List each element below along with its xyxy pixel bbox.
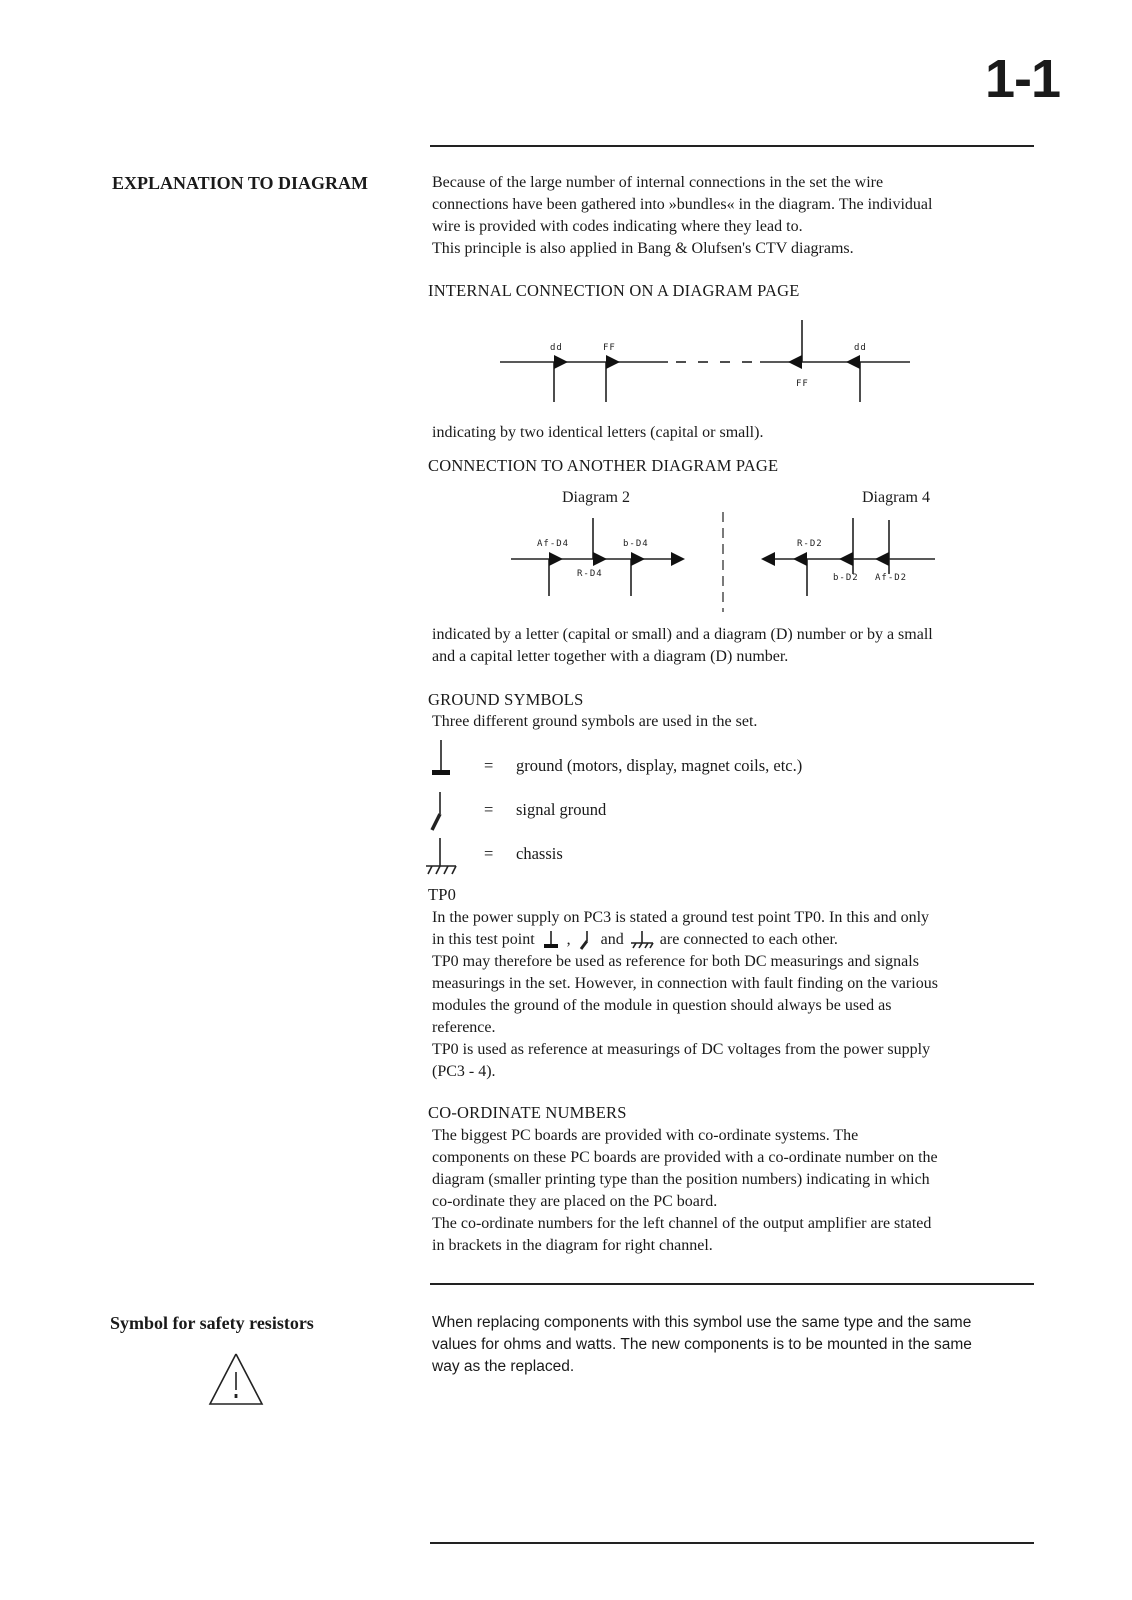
another-page-title: CONNECTION TO ANOTHER DIAGRAM PAGE xyxy=(428,456,779,475)
tp0-line2-post: are connected to each other. xyxy=(659,931,838,948)
label-r-d2: R-D2 xyxy=(797,539,823,549)
tp0-paragraph xyxy=(432,907,1042,1083)
coordinate-title: CO-ORDINATE NUMBERS xyxy=(428,1103,627,1122)
intro-line: Because of the large number of internal connections in the set the wire xyxy=(432,174,884,191)
tp0-line: reference. xyxy=(432,1019,496,1036)
coordinate-line: components on these PC boards are provided with a co-ordinate number on the xyxy=(432,1149,938,1166)
label-b-d4: b-D4 xyxy=(623,539,649,549)
tp0-line: measurings in the set. However, in connection with fault finding on the various xyxy=(432,975,938,992)
coordinate-line: in brackets in the diagram for right channel. xyxy=(432,1237,713,1254)
signal-ground-label: signal ground xyxy=(516,800,607,819)
safety-line: values for ohms and watts. The new components is to be mounted in the same xyxy=(432,1336,972,1353)
another-caption-line: and a capital letter together with a diagram (D) number. xyxy=(432,648,789,665)
coordinate-line: co-ordinate they are placed on the PC board. xyxy=(432,1193,718,1210)
another-caption-line: indicated by a letter (capital or small) and a diagram (D) number or by a small xyxy=(432,626,933,643)
page-number: 1-1 xyxy=(985,49,1061,109)
intro-line: connections have been gathered into »bundles« in the diagram. The individual xyxy=(432,196,933,213)
chassis-label: chassis xyxy=(516,844,563,863)
label-b-d2: b-D2 xyxy=(833,573,859,583)
middle-divider xyxy=(430,1283,1034,1285)
label-ff-top: FF xyxy=(603,343,616,353)
label-dd-right: dd xyxy=(854,343,867,353)
tp0-comma: , xyxy=(566,931,571,948)
signal-ground-equals: = xyxy=(484,800,494,819)
intro-paragraph xyxy=(432,172,1042,260)
tp0-line: (PC3 - 4). xyxy=(432,1063,496,1080)
tp0-line: modules the ground of the module in question should always be used as xyxy=(432,997,892,1014)
top-divider xyxy=(430,145,1034,147)
tp0-line: TP0 is used as reference at measurings of DC voltages from the power supply xyxy=(432,1041,931,1058)
warning-triangle-icon xyxy=(206,1350,266,1408)
label-af-d4: Af-D4 xyxy=(537,539,570,549)
tp0-line: TP0 may therefore be used as reference for both DC measurings and signals xyxy=(432,953,919,970)
signal-ground-icon xyxy=(426,790,456,834)
chassis-equals: = xyxy=(484,844,494,863)
internal-connection-diagram xyxy=(490,318,930,408)
intro-line: wire is provided with codes indicating where they lead to. xyxy=(432,218,803,235)
coordinate-paragraph xyxy=(432,1125,1042,1257)
another-caption xyxy=(432,624,1042,668)
ground-equals: = xyxy=(484,756,494,775)
internal-connection-title: INTERNAL CONNECTION ON A DIAGRAM PAGE xyxy=(428,281,800,300)
intro-line: This principle is also applied in Bang & Olufsen's CTV diagrams. xyxy=(432,240,854,257)
coordinate-line: The co-ordinate numbers for the left channel of the output amplifier are stated xyxy=(432,1215,932,1232)
label-ff-bottom: FF xyxy=(796,379,809,389)
safety-paragraph xyxy=(432,1312,1042,1378)
tp0-line-with-icons xyxy=(432,929,1042,951)
coordinate-line: The biggest PC boards are provided with co-ordinate systems. The xyxy=(432,1127,859,1144)
chassis-ground-icon xyxy=(628,930,656,950)
label-r-d4: R-D4 xyxy=(577,569,603,579)
bottom-divider xyxy=(430,1542,1034,1544)
chassis-ground-icon xyxy=(422,836,462,878)
ground-symbols-intro: Three different ground symbols are used in the set. xyxy=(432,713,758,730)
diagram-4-label: Diagram 4 xyxy=(862,489,930,506)
another-page-diagram xyxy=(505,510,945,620)
ground-symbols-title: GROUND SYMBOLS xyxy=(428,690,584,709)
ground-label: ground (motors, display, magnet coils, etc.) xyxy=(516,756,803,775)
signal-ground-icon xyxy=(575,930,597,950)
safety-line: way as the replaced. xyxy=(432,1358,575,1375)
safety-heading: Symbol for safety resistors xyxy=(110,1313,314,1333)
internal-caption: indicating by two identical letters (capital or small). xyxy=(432,424,764,441)
label-dd-left: dd xyxy=(550,343,563,353)
tp0-line2-pre: in this test point xyxy=(432,931,535,948)
label-af-d2: Af-D2 xyxy=(875,573,908,583)
ground-icon xyxy=(539,930,563,950)
tp0-title: TP0 xyxy=(428,885,457,904)
diagram-2-label: Diagram 2 xyxy=(562,489,630,506)
coordinate-line: diagram (smaller printing type than the position numbers) indicating in which xyxy=(432,1171,930,1188)
ground-icon xyxy=(426,738,456,780)
tp0-and: and xyxy=(600,931,624,948)
tp0-line: In the power supply on PC3 is stated a ground test point TP0. In this and only xyxy=(432,909,930,926)
section-heading: EXPLANATION TO DIAGRAM xyxy=(112,173,369,193)
safety-line: When replacing components with this symbol use the same type and the same xyxy=(432,1314,972,1331)
